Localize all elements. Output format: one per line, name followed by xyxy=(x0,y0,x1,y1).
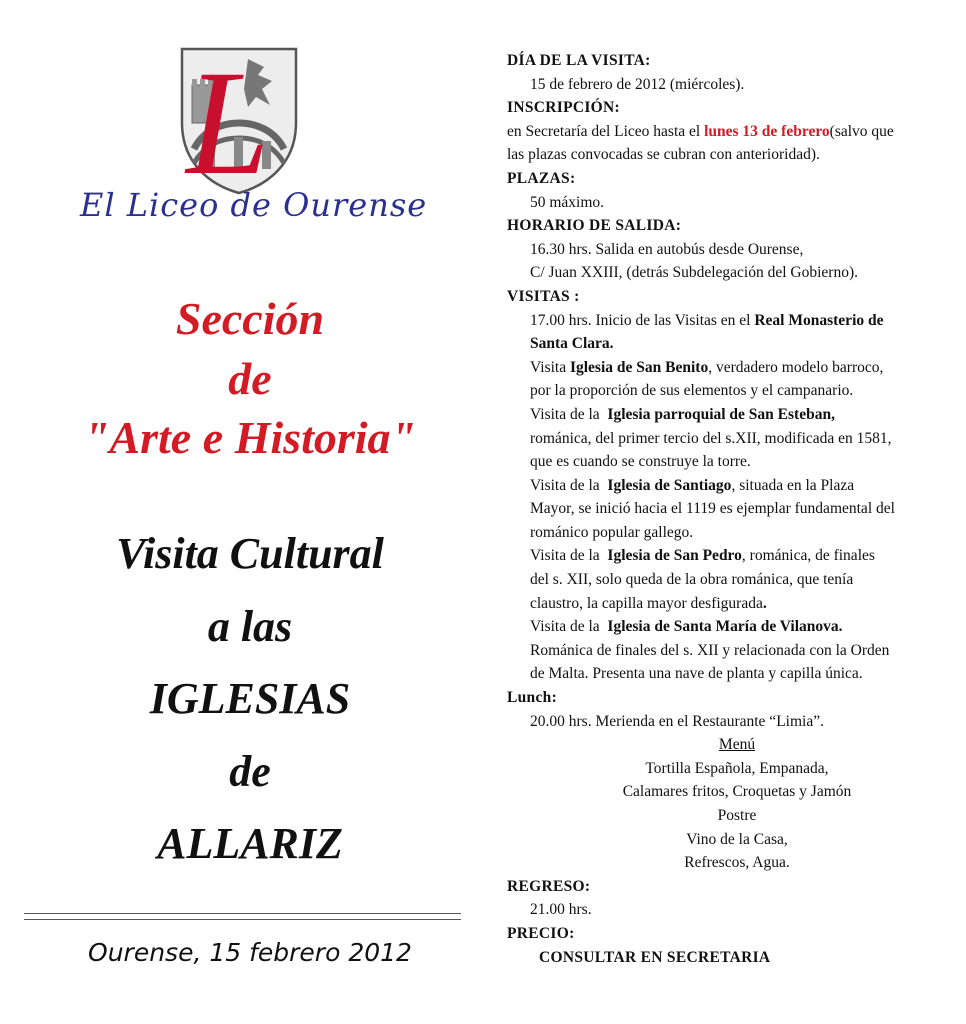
visit-6-place: Iglesia de Santa María de Vilanova. xyxy=(607,618,843,636)
departure-heading: HORARIO DE SALIDA: xyxy=(507,217,682,235)
visit-1-place-cont: Santa Clara. xyxy=(530,335,614,353)
event-title-line-5: ALLARIZ xyxy=(157,819,343,868)
visit-4-line-3: románico popular gallego. xyxy=(530,523,694,541)
price-value: CONSULTAR EN SECRETARIA xyxy=(539,948,771,966)
visit-5-desc-end: claustro, la capilla mayor desfigurada xyxy=(530,594,763,612)
visit-5-desc: , románica, de finales xyxy=(741,547,875,565)
visit-5-place: Iglesia de San Pedro xyxy=(607,547,742,565)
date-place-footer: Ourense, 15 febrero 2012 xyxy=(88,938,412,967)
visit-1-line-2 xyxy=(507,332,947,356)
visit-4-text: Visita de la xyxy=(530,476,604,494)
visit-1-line-1 xyxy=(507,309,947,333)
registration-line-2: las plazas convocadas se cubran con anterioridad). xyxy=(507,146,820,164)
section-title-line-3: "Arte e Historia" xyxy=(83,412,417,463)
departure-line-2: C/ Juan XXIII, (detrás Subdelegación del Gobierno). xyxy=(530,264,858,282)
divider-bottom xyxy=(24,919,461,920)
return-heading: REGRESO: xyxy=(507,877,591,895)
menu-item: Vino de la Casa, xyxy=(686,830,788,848)
visit-4-line-1 xyxy=(507,474,947,498)
visit-3-place: Iglesia parroquial de San Esteban, xyxy=(607,405,835,423)
details-panel xyxy=(507,49,947,969)
divider-top xyxy=(24,913,461,914)
menu-item: Calamares fritos, Croquetas y Jamón xyxy=(622,783,852,801)
visit-6-line-1 xyxy=(507,615,947,639)
visit-4-place: Iglesia de Santiago xyxy=(607,476,732,494)
registration-line-1 xyxy=(507,120,947,144)
departure-line-1: 16.30 hrs. Salida en autobús desde Ourense, xyxy=(530,240,804,258)
menu-item: Tortilla Española, Empanada, xyxy=(645,759,829,777)
visit-6-line-2: Románica de finales del s. XII y relacionada con la Orden xyxy=(530,641,890,659)
svg-text:L: L xyxy=(186,45,270,195)
registration-text: en Secretaría del Liceo hasta el xyxy=(507,122,705,140)
menu-title: Menú xyxy=(718,736,756,754)
section-title-line-1: Sección xyxy=(175,293,325,344)
visit-1-place: Real Monasterio de xyxy=(754,311,884,329)
visit-3-line-3: que es cuando se construye la torre. xyxy=(530,453,751,471)
visit-6-text: Visita de la xyxy=(530,618,604,636)
lunch-value: 20.00 hrs. Merienda en el Restaurante “Limia”. xyxy=(530,712,824,730)
event-title-line-1: Visita Cultural xyxy=(116,529,384,578)
price-heading: PRECIO: xyxy=(507,924,575,942)
visit-5-period: . xyxy=(762,594,767,612)
visit-5-line-3 xyxy=(507,592,947,616)
lunch-heading: Lunch: xyxy=(507,689,558,707)
visit-5-text: Visita de la xyxy=(530,547,604,565)
visit-5-line-1 xyxy=(507,544,947,568)
visit-date-value: 15 de febrero de 2012 (miércoles). xyxy=(530,75,745,93)
visit-3-line-1 xyxy=(507,403,947,427)
visit-5-line-2: del s. XII, solo queda de la obra románica, que tenía xyxy=(530,571,854,589)
event-title-line-2: a las xyxy=(207,602,293,651)
visit-3-text: Visita de la xyxy=(530,405,604,423)
visit-2-line-2: por la proporción de sus elementos y el campanario. xyxy=(530,382,854,400)
visit-2-place: Iglesia de San Benito xyxy=(569,358,709,376)
visit-6-line-3: de Malta. Presenta una nave de planta y capilla única. xyxy=(530,665,863,683)
visit-2-line-1 xyxy=(507,356,947,380)
visit-date-heading: DÍA DE LA VISITA: xyxy=(507,52,651,69)
places-value: 50 máximo. xyxy=(530,193,605,211)
visit-2-text: Visita xyxy=(530,358,570,376)
section-title-line-2: de xyxy=(228,353,272,404)
visit-2-desc: , verdadero modelo barroco, xyxy=(708,358,884,376)
places-heading: PLAZAS: xyxy=(507,169,576,187)
menu-item: Refrescos, Agua. xyxy=(684,854,790,872)
registration-heading: INSCRIPCIÓN: xyxy=(507,99,620,117)
visit-1-text: 17.00 hrs. Inicio de las Visitas en el xyxy=(530,311,755,329)
registration-deadline: lunes 13 de febrero xyxy=(704,122,830,140)
crest-logo xyxy=(178,45,300,195)
institution-name: El Liceo de Ourense xyxy=(80,186,428,224)
event-title-line-3: IGLESIAS xyxy=(149,674,351,723)
visit-4-desc: , situada en la Plaza xyxy=(731,476,855,494)
visits-heading: VISITAS : xyxy=(507,287,580,305)
visit-3-line-2: románica, del primer tercio del s.XII, modificada en 1581, xyxy=(530,429,892,447)
return-value: 21.00 hrs. xyxy=(530,901,592,919)
visit-4-line-2: Mayor, se inició hacia el 1119 es ejemplar fundamental del xyxy=(530,500,895,518)
menu-item: Postre xyxy=(717,807,757,824)
event-title-line-4: de xyxy=(229,747,271,796)
registration-note: (salvo que xyxy=(829,122,894,140)
